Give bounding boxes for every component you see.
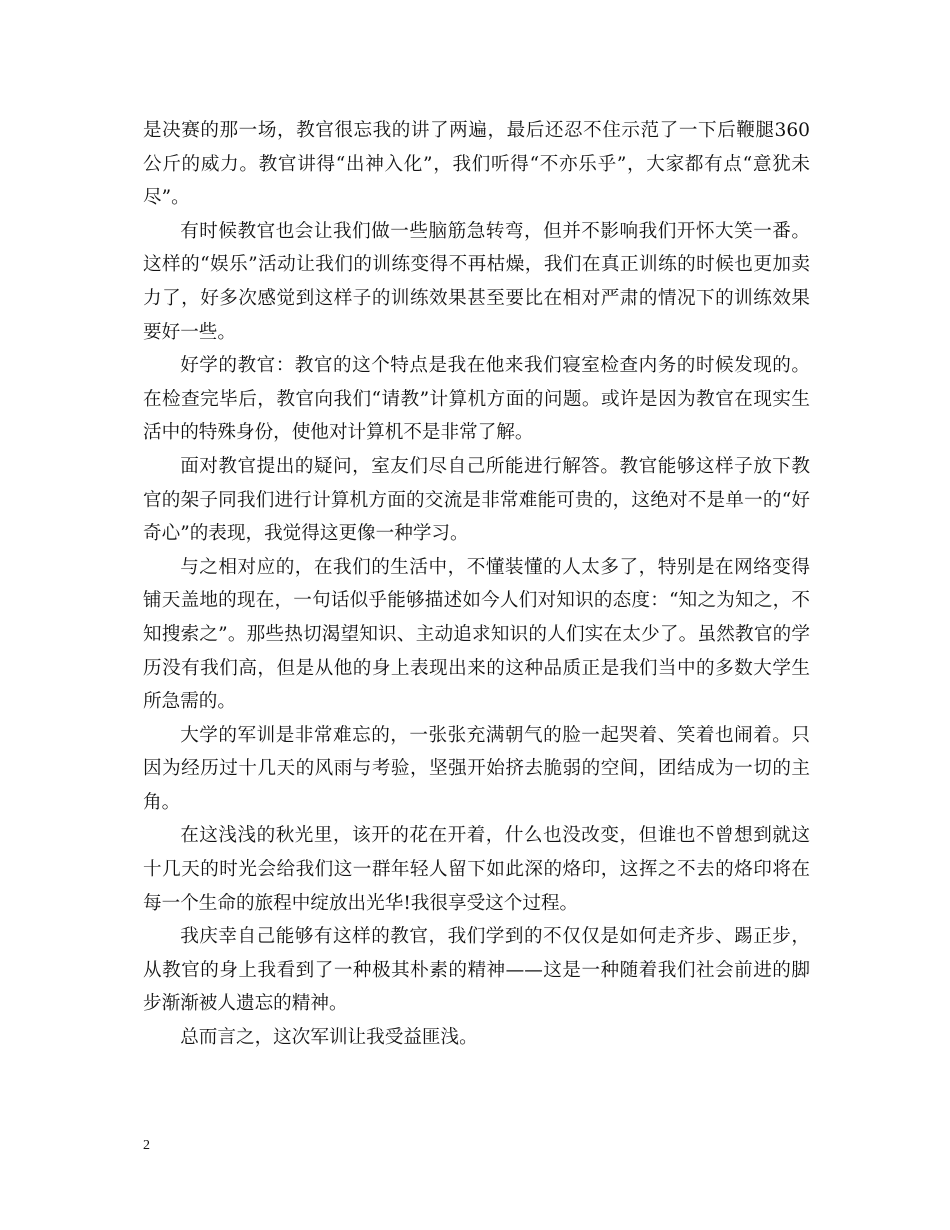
paragraph-continued: 是决赛的那一场，教官很忘我的讲了两遍，最后还忍不住示范了一下后鞭腿360公斤的威力。教官讲得“出神入化”，我们听得“不亦乐乎”，大家都有点“意犹未尽”。	[143, 120, 810, 209]
paragraph: 总而言之，这次军训让我受益匪浅。	[180, 1027, 478, 1049]
paragraph: 面对教官提出的疑问，室友们尽自己所能进行解答。教官能够这样子放下教官的架子同我们进行计算机方面的交流是非常难能可贵的，这绝对不是单一的“好奇心”的表现，我觉得这更像一种学习。	[143, 455, 810, 545]
paragraph: 好学的教官：教官的这个特点是我在他来我们寝室检查内务的时候发现的。在检查完毕后，教官向我们“请教”计算机方面的问题。或许是因为教官在现实生活中的特殊身份，使他对计算机不是非常了解。	[143, 355, 810, 444]
paragraph: 与之相对应的，在我们的生活中，不懂装懂的人太多了，特别是在网络变得铺天盖地的现在，一句话似乎能够描述如今人们对知识的态度：“知之为知之，不知搜索之”。那些热切渴望知识、主动追求知识的人们实在太少了。虽然教官的学历没有我们高，但是从他的身上表现出来的这种品质正是我们当中的多数大学生所急需的。	[143, 556, 810, 713]
paragraph: 有时候教官也会让我们做一些脑筋急转弯，但并不影响我们开怀大笑一番。这样的“娱乐”活动让我们的训练变得不再枯燥，我们在真正训练的时候也更加卖力了，好多次感觉到这样子的训练效果甚至要比在相对严肃的情况下的训练效果要好一些。	[143, 220, 810, 343]
paragraph: 大学的军训是非常难忘的，一张张充满朝气的脸一起哭着、笑着也闹着。只因为经历过十几天的风雨与考验，坚强开始挤去脆弱的空间，团结成为一切的主角。	[143, 724, 810, 813]
paragraph: 在这浅浅的秋光里，该开的花在开着，什么也没改变，但谁也不曾想到就这十几天的时光会给我们这一群年轻人留下如此深的烙印，这挥之不去的烙印将在每一个生命的旅程中绽放出光华!我很享受这个过程。	[143, 825, 810, 914]
paragraph: 我庆幸自己能够有这样的教官，我们学到的不仅仅是如何走齐步、踢正步，从教官的身上我看到了一种极其朴素的精神——这是一种随着我们社会前进的脚步渐渐被人遗忘的精神。	[143, 926, 810, 1015]
page-number: 2	[143, 1138, 150, 1153]
document-body	[143, 114, 810, 1055]
